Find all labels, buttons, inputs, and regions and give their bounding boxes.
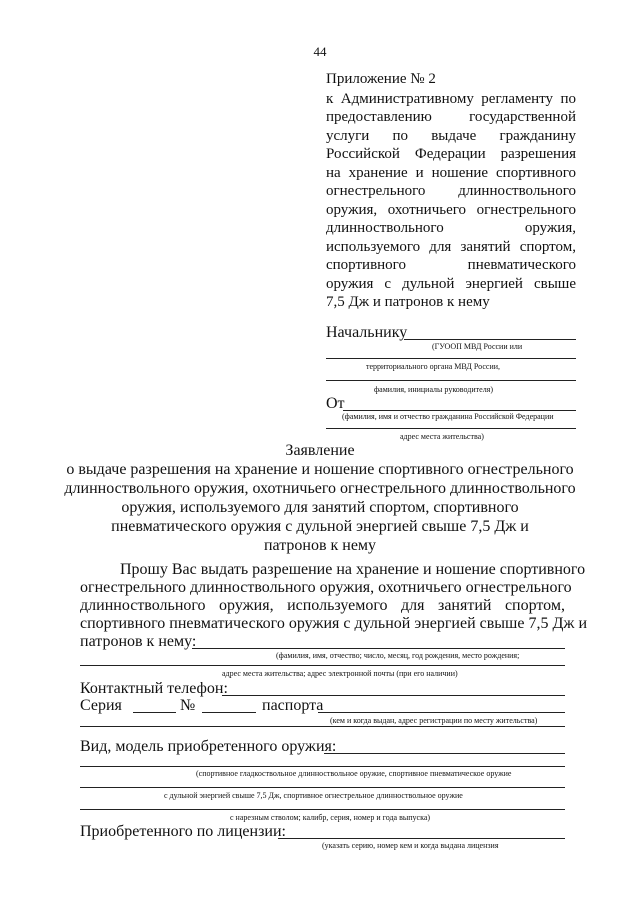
appendix-line: оружия, охотничьего огнестрельного	[326, 201, 576, 218]
request-line: спортивного пневматического оружия с дульной энергией свыше 7,5 Дж и	[80, 615, 588, 632]
passport-hint: (кем и когда выдан, адрес регистрации по месту жительства)	[330, 716, 538, 725]
appendix-line: на хранение и ношение спортивного	[326, 164, 576, 181]
appendix-title: Приложение № 2	[326, 71, 436, 87]
from-field-line[interactable]	[343, 410, 576, 411]
request-line: Прошу Вас выдать разрешение на хранение и ношение спортивного	[120, 561, 586, 578]
weapon-label: Вид, модель приобретенного оружия:	[80, 738, 337, 755]
number-label: №	[180, 697, 196, 714]
passport-label: паспорта	[262, 697, 324, 714]
weapon-hint-3: с нарезным стволом; калибр, серия, номер и года выпуска)	[230, 813, 431, 822]
weapon-hint-2: с дульной энергией свыше 7,5 Дж, спортивное огнестрельное длинноствольное оружие	[164, 791, 463, 800]
phone-field-line[interactable]	[222, 695, 565, 696]
appendix-line: длинноствольного оружия,	[326, 220, 576, 236]
statement-subtitle-line: оружия, используемого для занятий спортом, спортивного	[121, 499, 519, 516]
license-label: Приобретенного по лицензии:	[80, 823, 286, 840]
statement-subtitle-line: длинноствольного оружия, охотничьего огнестрельного длинноствольного	[64, 480, 576, 497]
person-hint: (фамилия, имя, отчество; число, месяц, год рождения, место рождения;	[276, 651, 520, 660]
series-field-line[interactable]	[133, 712, 176, 713]
weapon-hint-1: (спортивное гладкоствольное длинноствольное оружие, спортивное пневматическое оружие	[196, 769, 512, 778]
appendix-line: к Административному регламенту по	[326, 90, 576, 107]
from-hint: (фамилия, имя и отчество гражданина Российской Федерации	[342, 412, 554, 421]
passport-field-line[interactable]	[318, 712, 565, 713]
weapon-field-line-3[interactable]	[80, 787, 565, 788]
person-field-line[interactable]	[192, 648, 565, 649]
license-hint: (указать серию, номер кем и когда выдана лицензия	[322, 841, 499, 850]
from-hint-2: адрес места жительства)	[400, 432, 484, 441]
weapon-field-line[interactable]	[324, 753, 565, 754]
appendix-line: 7,5 Дж и патронов к нему	[326, 294, 490, 310]
request-line: огнестрельного длинноствольного оружия, охотничьего огнестрельного	[80, 579, 572, 596]
to-label: Начальнику	[326, 324, 408, 341]
to-field-line-2[interactable]	[326, 358, 576, 359]
phone-label: Контактный телефон:	[80, 680, 228, 697]
series-label: Серия	[80, 697, 122, 714]
appendix-line: предоставлению государственной	[326, 109, 576, 125]
statement-title: Заявление	[285, 442, 355, 459]
from-field-line-2[interactable]	[326, 428, 576, 429]
license-field-line[interactable]	[278, 838, 565, 839]
to-hint-2: территориального органа МВД России,	[366, 362, 501, 371]
from-label: От	[326, 395, 345, 412]
to-hint: (ГУООП МВД России или	[432, 342, 523, 351]
appendix-line: Российской Федерации разрешения	[326, 146, 576, 162]
appendix-block	[326, 70, 576, 312]
to-field-line-3[interactable]	[326, 380, 576, 381]
weapon-field-line-2[interactable]	[80, 766, 565, 767]
number-field-line[interactable]	[202, 712, 256, 713]
appendix-line: спортивного пневматического	[326, 257, 576, 273]
to-hint-3: фамилия, инициалы руководителя)	[374, 385, 494, 394]
appendix-line: используемого для занятий спортом,	[326, 238, 576, 255]
page-number: 44	[313, 44, 327, 59]
address-field-line[interactable]	[80, 665, 565, 666]
request-line: длинноствольного оружия, используемого для занятий спортом,	[80, 597, 565, 614]
appendix-line: услуги по выдаче гражданину	[326, 127, 576, 144]
statement-subtitle-line: патронов к нему	[263, 537, 377, 554]
to-field-line[interactable]	[404, 339, 576, 340]
address-hint: адрес места жительства; адрес электронной почты (при его наличии)	[222, 669, 458, 678]
statement-subtitle-line: пневматического оружия с дульной энергией свыше 7,5 Дж и	[111, 518, 529, 535]
statement-subtitle-line: о выдаче разрешения на хранение и ношение спортивного огнестрельного	[66, 461, 574, 478]
passport-field-line-2[interactable]	[80, 726, 565, 727]
appendix-line: оружия с дульной энергией свыше	[326, 275, 576, 292]
request-paragraph	[80, 561, 588, 633]
weapon-field-line-4[interactable]	[80, 809, 565, 810]
appendix-line: огнестрельного длинноствольного	[326, 183, 576, 199]
request-last-line: патронов к нему:	[80, 633, 197, 650]
